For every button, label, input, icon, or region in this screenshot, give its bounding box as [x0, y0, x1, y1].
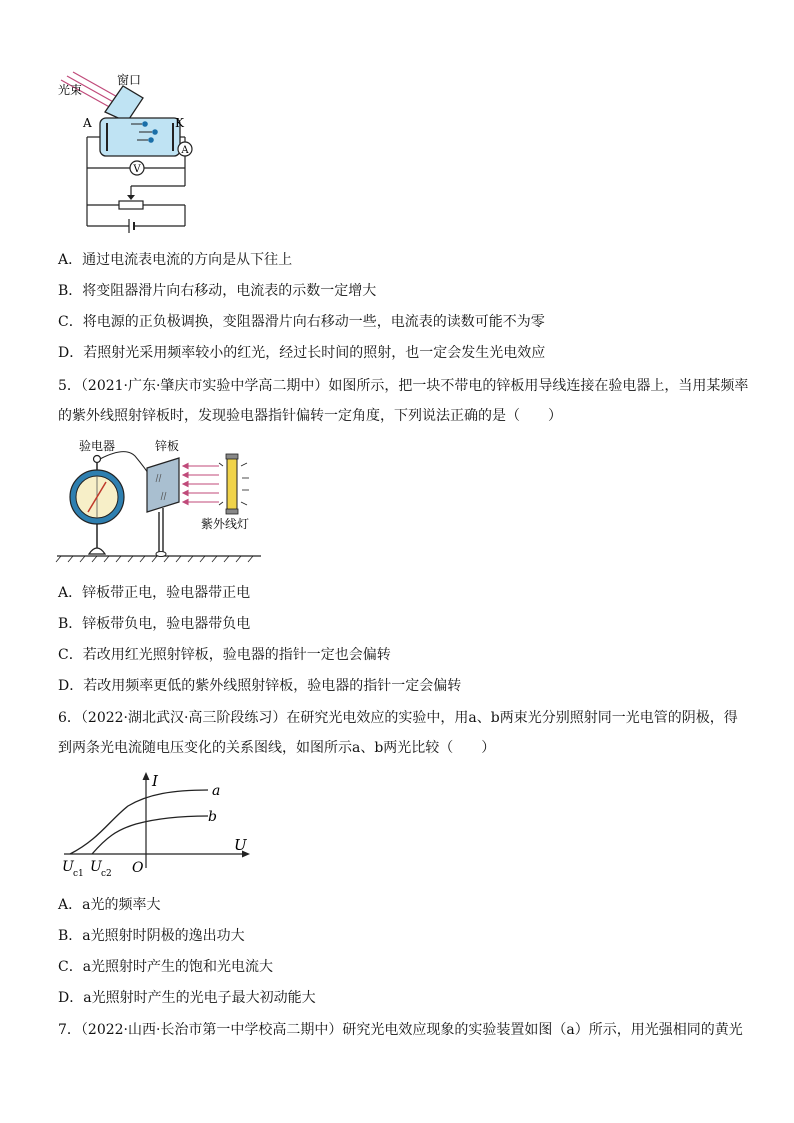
beam-label: 光束: [58, 83, 83, 97]
q5-option-d: D．若改用频率更低的紫外线照射锌板，验电器的指针一定会偏转: [58, 678, 462, 694]
q6-option-c: C．a光照射时产生的饱和光电流大: [58, 959, 274, 975]
q6-stem-line1: 6．（2022·湖北武汉·高三阶段练习）在研究光电效应的实验中，用a、b两束光分别照射同一光电管的阴极，得: [58, 710, 738, 726]
electroscope-label: 验电器: [78, 439, 116, 453]
zinc-plate-label: 锌板: [154, 439, 180, 453]
q4-option-c: C．将电源的正负极调换，变阻器滑片向右移动一些，电流表的读数可能不为零: [58, 314, 545, 330]
voltmeter-symbol: V: [133, 164, 141, 175]
q4-option-a: A．通过电流表电流的方向是从下往上: [58, 252, 293, 268]
uc2-label-main: U: [90, 859, 102, 875]
anode-label: A: [83, 116, 92, 130]
q5-stem-line2: 的紫外线照射锌板时，发现验电器指针偏转一定角度，下列说法正确的是（ ）: [58, 408, 562, 424]
q5-option-b: B．锌板带负电，验电器带负电: [58, 616, 251, 632]
curve-b: [92, 816, 208, 854]
curve-b-label: b: [208, 809, 217, 825]
curve-a: [70, 790, 208, 854]
q6-stem-line2: 到两条光电流随电压变化的关系图线，如图所示a、b两光比较（ ）: [58, 740, 496, 756]
window-label: 窗口: [117, 73, 142, 87]
x-axis-label: U: [234, 836, 247, 854]
origin-label: O: [132, 860, 144, 876]
q5-option-a: A．锌板带正电，验电器带正电: [58, 585, 251, 601]
uc1-label-sub: c1: [73, 869, 84, 879]
uv-lamp-label: 紫外线灯: [200, 517, 250, 531]
q5-stem-line1: 5．（2021·广东·肇庆市实验中学高二期中）如图所示，把一块不带电的锌板用导线连接在验电器上，当用某频率: [58, 378, 749, 394]
q6-option-d: D．a光照射时产生的光电子最大初动能大: [58, 990, 316, 1006]
q6-option-b: B．a光照射时阴极的逸出功大: [58, 928, 245, 944]
electroscope-figure: [55, 436, 265, 566]
q4-option-d: D．若照射光采用频率较小的红光，经过长时间的照射，也一定会发生光电效应: [58, 345, 546, 361]
curve-a-label: a: [212, 783, 221, 799]
uc1-label-main: U: [62, 859, 74, 875]
q4-option-b: B．将变阻器滑片向右移动，电流表的示数一定增大: [58, 283, 377, 299]
q6-option-a: A．a光的频率大: [58, 897, 161, 913]
uc2-label-sub: c2: [101, 869, 112, 879]
q5-option-c: C．若改用红光照射锌板，验电器的指针一定也会偏转: [58, 647, 391, 663]
ammeter-symbol: A: [181, 145, 189, 156]
photoelectric-circuit-figure: [55, 68, 215, 233]
y-axis-label: I: [152, 772, 158, 790]
cathode-label: K: [175, 116, 184, 130]
iu-graph-figure: [58, 768, 258, 880]
q7-stem-line1: 7．（2022·山西·长治市第一中学校高二期中）研究光电效应现象的实验装置如图（a）所示，用光强相同的黄光: [58, 1022, 743, 1038]
